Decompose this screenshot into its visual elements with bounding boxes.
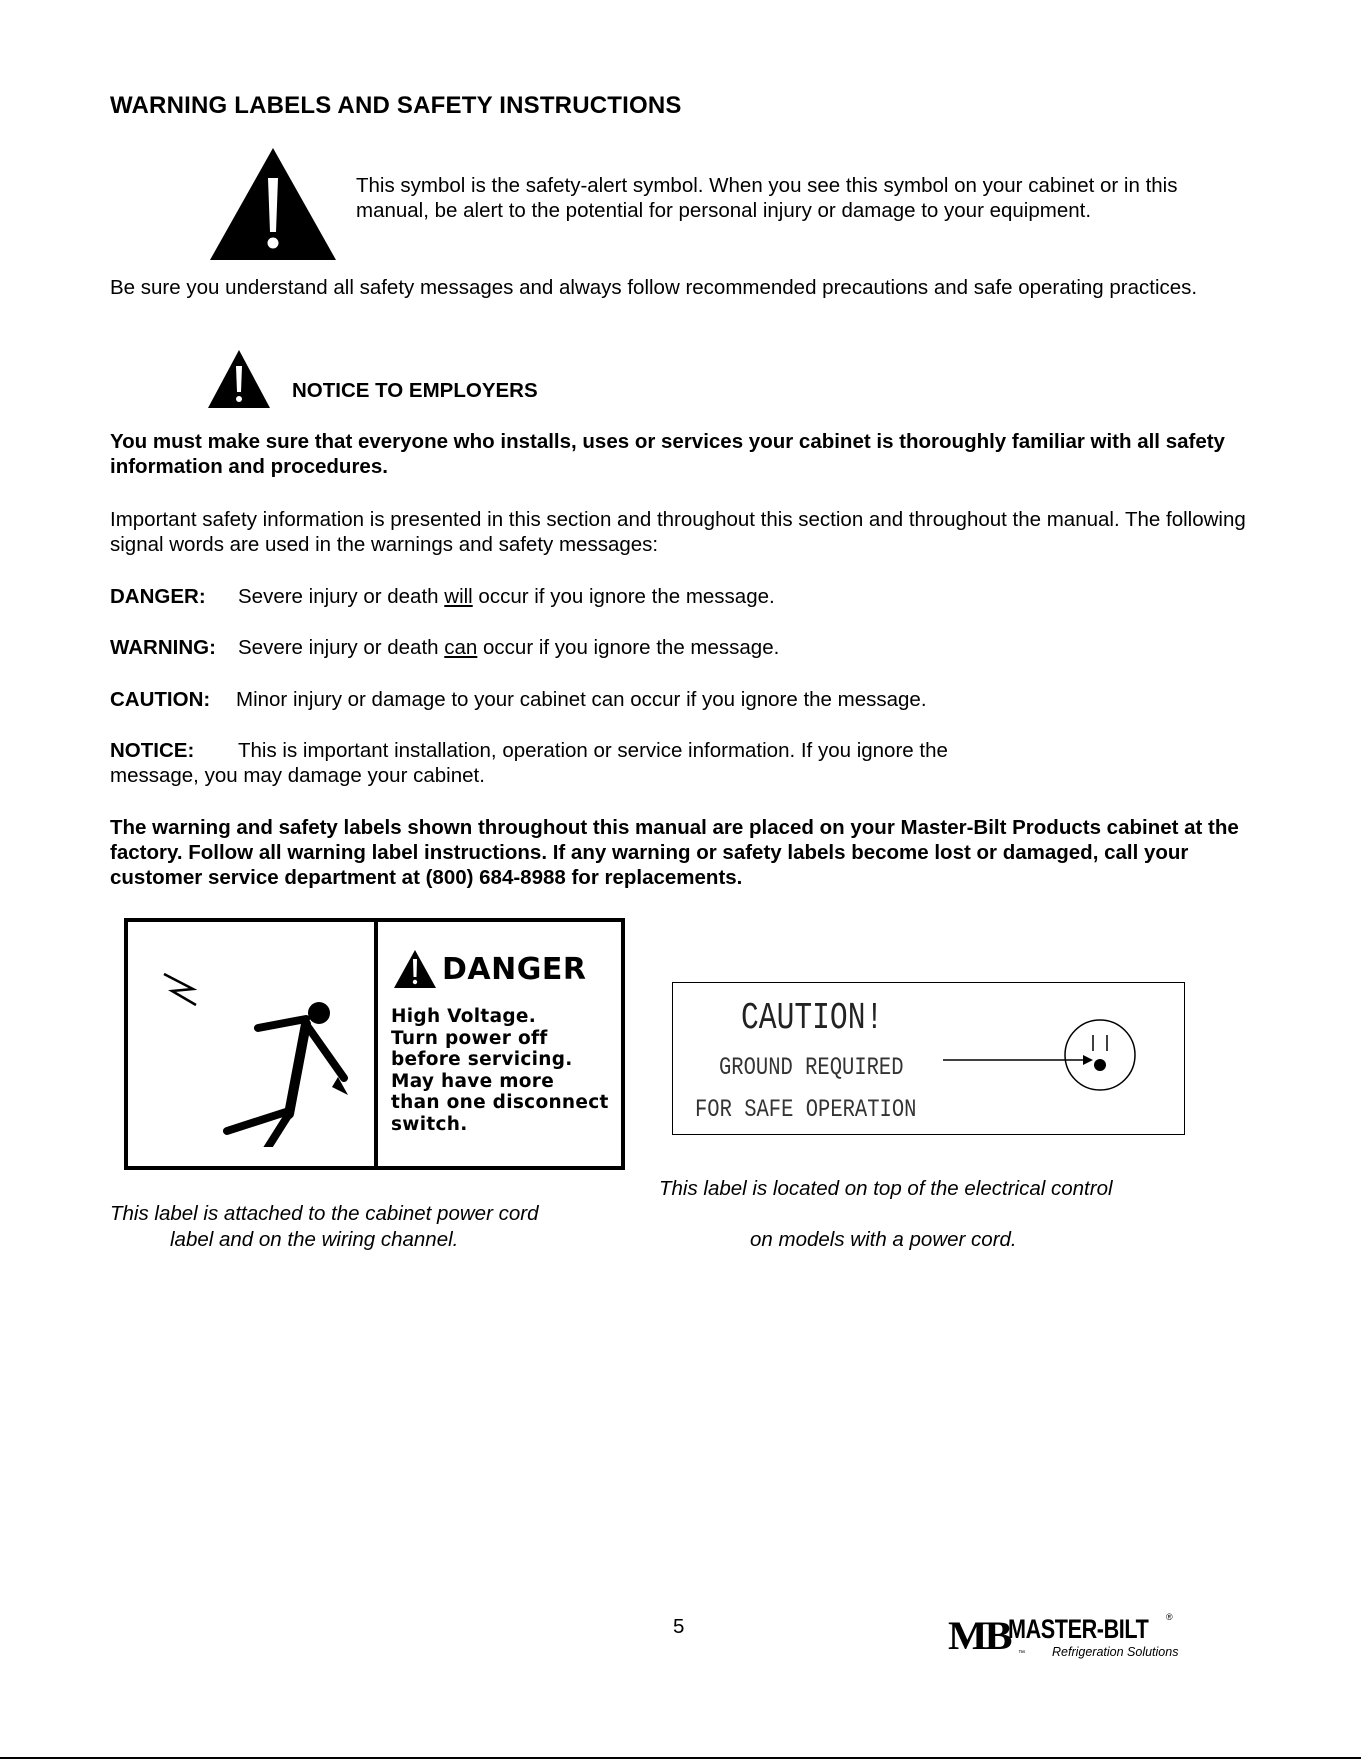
logo-mark: MB [948, 1613, 1010, 1658]
footer-rule [0, 1757, 1361, 1759]
logo-tagline: Refrigeration Solutions [1052, 1645, 1179, 1659]
logo-tm: ™ [1018, 1650, 1025, 1657]
danger-alert-icon [394, 950, 436, 988]
danger-caption-line2: label and on the wiring channel. [170, 1228, 459, 1251]
logo-name: MASTER-BILT [1008, 1614, 1149, 1644]
safety-alert-icon [210, 148, 336, 260]
signal-notice-line2: message, you may damage your cabinet. [110, 764, 485, 787]
caution-heading: CAUTION! [741, 997, 884, 1040]
caution-word: CAUTION: [110, 688, 211, 711]
employers-bold-paragraph: You must make sure that everyone who installs, uses or services your cabinet is thoroughly familiar with all safety information and procedures. [110, 430, 1225, 478]
signal-warning: WARNING: Severe injury or death can occur if you ignore the message. [110, 636, 780, 659]
factory-bold-paragraph: The warning and safety labels shown throughout this manual are placed on your Master-Bilt Products cabinet at the factory. Follow all warning label instructions. If any warning or safety labels become lost or damaged, call your customer service department at (800) 684-8988 for replacements. [110, 816, 1239, 889]
notice-employers-heading: NOTICE TO EMPLOYERS [292, 379, 538, 402]
small-safety-alert-icon [208, 350, 270, 408]
notice-word: NOTICE: [110, 739, 195, 762]
caution-line1: GROUND REQUIRED [719, 1053, 904, 1082]
understand-paragraph: Be sure you understand all safety messages and always follow recommended precautions and safe operating practices. [110, 276, 1198, 299]
electric-shock-icon [148, 947, 348, 1147]
logo-registered: ® [1166, 1612, 1173, 1622]
danger-label-text: High Voltage. Turn power off before servicing. May have more than one disconnect switch. [391, 1006, 609, 1135]
important-paragraph: Important safety information is presented in this section and throughout this section and throughout the manual. The following signal words are used in the warnings and safety messages: [110, 508, 1246, 556]
safety-alert-description: This symbol is the safety-alert symbol. When you see this symbol on your cabinet or in this manual, be alert to the potential for personal injury or damage to your equipment. [356, 174, 1178, 222]
caution-caption-line1: This label is located on top of the electrical control [659, 1177, 1113, 1200]
signal-danger: DANGER: Severe injury or death will occur if you ignore the message. [110, 585, 775, 608]
page-title: WARNING LABELS AND SAFETY INSTRUCTIONS [110, 92, 682, 119]
master-bilt-logo [948, 1610, 1208, 1666]
danger-label-divider [374, 922, 378, 1166]
signal-notice: NOTICE: This is important installation, operation or service information. If you ignore the [110, 739, 948, 762]
grounded-outlet-icon [943, 1013, 1143, 1093]
danger-heading: DANGER [442, 952, 587, 987]
danger-word: DANGER: [110, 585, 206, 608]
caution-line2: FOR SAFE OPERATION [695, 1095, 917, 1124]
caution-caption-line2: on models with a power cord. [750, 1228, 1017, 1251]
signal-caution: CAUTION: Minor injury or damage to your cabinet can occur if you ignore the message. [110, 688, 927, 711]
danger-caption-line1: This label is attached to the cabinet power cord [110, 1202, 539, 1225]
warning-word: WARNING: [110, 636, 216, 659]
page-number: 5 [673, 1615, 685, 1638]
caution-label [672, 982, 1185, 1135]
danger-label [124, 918, 625, 1170]
